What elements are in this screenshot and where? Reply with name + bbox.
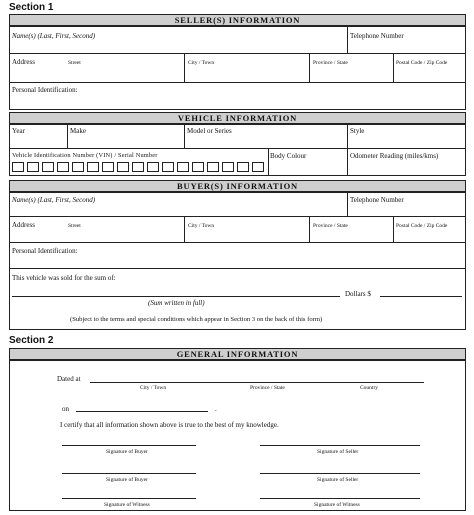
vin-cell[interactable] [117, 162, 129, 172]
vin-cell[interactable] [12, 162, 24, 172]
date-line[interactable] [76, 411, 208, 412]
divider [309, 216, 310, 242]
vin-cell[interactable] [177, 162, 189, 172]
buyer-name-label: Name(s) (Last, First, Second) [12, 196, 96, 204]
vin-cell[interactable] [222, 162, 234, 172]
seller-street-label: Street [68, 60, 81, 66]
dated-at-label: Dated at [57, 375, 81, 383]
vehicle-make-label: Make [70, 127, 86, 135]
vin-cell[interactable] [237, 162, 249, 172]
divider [393, 216, 394, 242]
seller-telephone-label: Telephone Number [350, 32, 404, 40]
divider [309, 53, 310, 82]
buyer-city-label: City / Town [188, 223, 215, 229]
dated-at-line[interactable] [90, 382, 424, 383]
vin-cell[interactable] [162, 162, 174, 172]
divider [184, 216, 185, 242]
sum-written-line[interactable] [12, 296, 340, 297]
divider [347, 124, 348, 176]
divider [9, 242, 466, 243]
buyer-street-label: Street [68, 223, 81, 229]
divider [184, 124, 185, 148]
vin-cell[interactable] [132, 162, 144, 172]
seller-signature-line[interactable] [260, 445, 420, 446]
vin-cell[interactable] [27, 162, 39, 172]
section-2-title: Section 2 [9, 335, 54, 346]
general-info-header: GENERAL INFORMATION [9, 348, 466, 360]
on-label: on [62, 405, 69, 413]
dated-country-label: Country [360, 385, 379, 391]
dated-city-label: City / Town [140, 385, 167, 391]
vin-cell[interactable] [252, 162, 264, 172]
buyer-box [9, 192, 466, 330]
vehicle-vin-label: Vehicle Identification Number (VIN) / Serial Number [12, 152, 158, 159]
buyer-telephone-label: Telephone Number [350, 196, 404, 204]
vin-cell[interactable] [192, 162, 204, 172]
dated-province-label: Province / State [250, 385, 285, 391]
vehicle-odometer-label: Odometer Reading (miles/kms) [350, 152, 439, 160]
seller-personal-id-label: Personal Identification: [12, 86, 78, 94]
seller-address-label: Address [12, 58, 35, 66]
dollars-label: Dollars $ [345, 290, 371, 298]
sold-for-text: This vehicle was sold for the sum of: [12, 274, 116, 282]
seller-city-label: City / Town [188, 60, 215, 66]
vin-cell[interactable] [102, 162, 114, 172]
divider [67, 124, 68, 148]
date-period: . [215, 405, 217, 413]
seller-signature-line-2[interactable] [260, 473, 420, 474]
seller-name-label: Name(s) (Last, First, Second) [12, 32, 96, 40]
buyer-address-label: Address [12, 221, 35, 229]
divider [184, 53, 185, 82]
seller-signature-label-2: Signature of Seller [317, 477, 359, 483]
sum-written-caption: (Sum written in full) [148, 299, 205, 307]
vin-cell[interactable] [72, 162, 84, 172]
vehicle-style-label: Style [350, 127, 365, 135]
seller-postal-label: Postal Code / Zip Code [396, 60, 448, 66]
subject-terms-text: (Subject to the terms and special conditions which appear in Section 3 on the back of this form) [70, 316, 323, 323]
vehicle-model-label: Model or Series [187, 127, 232, 135]
buyer-postal-label: Postal Code / Zip Code [396, 223, 448, 229]
vin-cell[interactable] [147, 162, 159, 172]
divider [9, 53, 466, 54]
divider [347, 192, 348, 216]
buyer-witness-line[interactable] [62, 498, 196, 499]
divider [393, 53, 394, 82]
seller-signature-label: Signature of Seller [317, 449, 359, 455]
buyer-header: BUYER(S) INFORMATION [9, 180, 466, 192]
buyer-signature-label-2: Signature of Buyer [106, 477, 148, 483]
vehicle-header: VEHICLE INFORMATION [9, 112, 466, 124]
buyer-witness-label: Signature of Witness [104, 502, 150, 508]
vin-cell[interactable] [207, 162, 219, 172]
buyer-personal-id-label: Personal Identification: [12, 247, 78, 255]
buyer-province-label: Province / State [313, 223, 348, 229]
buyer-signature-line-2[interactable] [62, 473, 196, 474]
section-1-title: Section 1 [9, 2, 54, 13]
vehicle-year-label: Year [12, 127, 25, 135]
divider [9, 148, 466, 149]
vin-cell[interactable] [42, 162, 54, 172]
seller-witness-line[interactable] [260, 498, 420, 499]
vin-cell[interactable] [57, 162, 69, 172]
divider [268, 148, 269, 176]
buyer-signature-line[interactable] [62, 445, 196, 446]
vin-cell[interactable] [87, 162, 99, 172]
seller-header: SELLER(S) INFORMATION [9, 14, 466, 26]
divider [9, 216, 466, 217]
seller-witness-label: Signature of Witness [314, 502, 360, 508]
buyer-signature-label: Signature of Buyer [106, 449, 148, 455]
vehicle-body-colour-label: Body Colour [270, 152, 307, 160]
divider [9, 268, 466, 269]
certify-text: I certify that all information shown above is true to the best of my knowledge. [60, 421, 279, 429]
dollars-amount-line[interactable] [380, 296, 462, 297]
divider [347, 26, 348, 53]
seller-province-label: Province / State [313, 60, 348, 66]
divider [9, 82, 466, 83]
